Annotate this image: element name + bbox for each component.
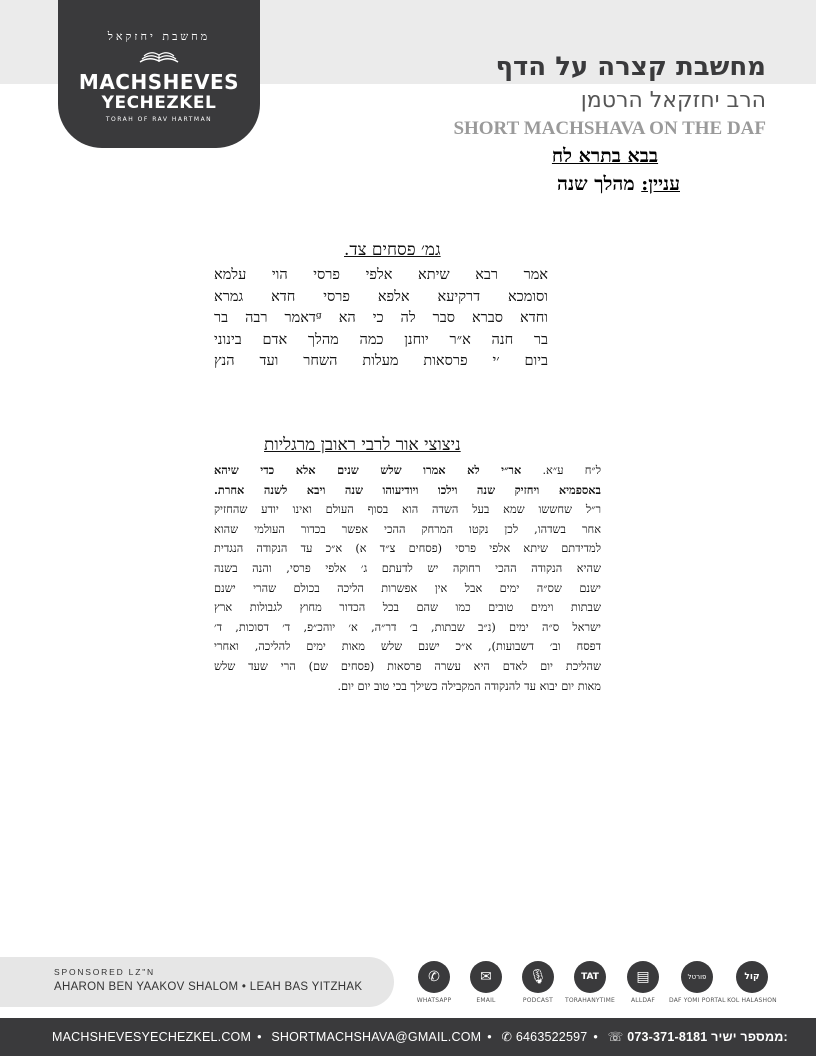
dafyomi-portal-link[interactable] xyxy=(669,961,725,1004)
nitzutzei-line xyxy=(214,481,601,501)
gemara-line: אמר רבא שיתא אלפי פרסי הוי עלמא xyxy=(214,267,548,283)
nitzutzei-line: אחר בשדהו, לכן נקטו המרחק ההכי אפשר בכדור העולמי שהוא xyxy=(214,522,601,536)
gemara-source-title: גמ׳ פסחים צד. xyxy=(344,240,441,260)
direct-label: ממספר ישיר: xyxy=(711,1030,788,1044)
kolhalashon-link[interactable] xyxy=(724,961,780,1004)
nitzutzei-line: דפסח וב׳ דשבועות), א״כ ישנם שלש מאות ימים להליכה, ואחרי xyxy=(214,640,601,654)
icon-label: TORAHANYTIME xyxy=(565,997,615,1004)
icon-label: ALLDAF xyxy=(630,997,656,1004)
nitzutzei-source-title: ניצוצי אור לרבי ראובן מרגליות xyxy=(264,435,461,455)
website-link[interactable]: MACHSHEVESYECHEZKEL.COM xyxy=(52,1030,252,1044)
gemara-line: בר חנה א״ר יוחנן כמה מהלך אדם בינוני xyxy=(214,331,548,348)
email-link-text[interactable]: SHORTMACHSHAVA@GMAIL.COM xyxy=(271,1030,482,1044)
open-book-icon xyxy=(138,46,180,66)
nitzutzei-line xyxy=(214,461,601,481)
dafyomi-portal-icon: פורטל xyxy=(681,961,713,993)
nitzutzei-line: ר״ל שחששו שמא בעל השדה הוא בסוף העולם ואינו יודע שהחזיק xyxy=(214,503,601,517)
whatsapp-link[interactable] xyxy=(406,961,462,1004)
icon-label: EMAIL xyxy=(476,997,496,1004)
logo[interactable] xyxy=(58,0,260,148)
nitzutzei-ref: ל״ח ע״א. xyxy=(542,464,601,477)
nitzutzei-line: שבתות וימים טובים כמו שהם בכל הכדור מחוץ לגבולות ארץ xyxy=(214,601,601,615)
contact-line: MACHSHEVESYECHEZKEL.COM • SHORTMACHSHAVA@GMAIL.COM • ✆ 6463522597 • ☏ 073-371-8181 ממספר ישיר: xyxy=(52,1030,788,1044)
page-title-english: SHORT MACHSHAVA ON THE DAF xyxy=(453,118,766,139)
nitzutzei-line: למדידתם שיתא אלפי פרסי (פסחים צ״ד א) א״כ עד הנקודה הנגדית xyxy=(214,542,601,556)
nitzutzei-line: שהליכת יום לאדם היא עשרה פרסאות (פסחים שם) הרי שעד שלש xyxy=(214,659,601,673)
kolhalashon-icon: קול xyxy=(736,961,768,993)
phone-icon: ☏ xyxy=(607,1030,624,1044)
gemara-line: ביום ׳י פרסאות מעלות השחר ועד הנץ xyxy=(214,353,548,369)
direct-number[interactable]: 073-371-8181 xyxy=(627,1030,708,1044)
icon-label: WHATSAPP xyxy=(416,997,452,1004)
whatsapp-number[interactable]: 6463522597 xyxy=(515,1030,588,1044)
email-link[interactable] xyxy=(458,961,514,1004)
email-icon: ✉ xyxy=(470,961,502,993)
nitzutzei-quote: אר״י לא אמרו שלש שנים אלא כדי שיהא xyxy=(214,463,522,477)
nitzutzei-line: ישנם שס״ה ימים אבל אין אפשרות הליכה בכולם שהרי ישנם xyxy=(214,581,601,595)
logo-hebrew-text: מחשבת יחזקאל xyxy=(107,30,211,43)
icon-label: PODCAST xyxy=(522,997,554,1004)
gemara-text xyxy=(214,265,548,373)
masechta-heading: בבא בתרא לח xyxy=(551,145,659,167)
logo-line-2: YECHEZKEL xyxy=(101,93,217,113)
author-hebrew: הרב יחזקאל הרטמן xyxy=(580,88,766,113)
nitzutzei-line: מאות יום יבוא עד להנקודה המקבילה כשילך בכי טוב יום יום. xyxy=(337,679,601,693)
torahanytime-icon: TAT xyxy=(574,961,606,993)
gemara-line: וחדא סברא סבר לה כי הא ᵍדאמר רבה בר xyxy=(214,310,548,326)
nitzutzei-text xyxy=(214,461,601,696)
icon-label: DAF YOMI PORTAL xyxy=(669,997,726,1004)
social-icons xyxy=(406,961,780,1009)
whatsapp-small-icon: ✆ xyxy=(501,1030,513,1044)
torahanytime-link[interactable] xyxy=(562,961,618,1004)
podcast-icon: 🎙 xyxy=(522,961,554,993)
icon-label: KOL HALASHON xyxy=(727,997,777,1004)
nitzutzei-line: ישראל ס״ה ימים (נ״ב שבתות, ב׳ דר״ה, א׳ יוהכ״פ, ד׳ דסוכות, ד׳ xyxy=(214,620,601,634)
alldaf-icon: ▤ xyxy=(627,961,659,993)
alldaf-link[interactable] xyxy=(615,961,671,1004)
nitzutzei-line: שהיא הנקודה ההכי רחוקה יש לדעתם ג׳ אלפי פרסי, והנה בשנה xyxy=(214,561,601,575)
topic-value: מהלך שנה xyxy=(557,173,635,195)
podcast-link[interactable] xyxy=(510,961,566,1004)
logo-tagline: TORAH OF RAV HARTMAN xyxy=(105,116,213,123)
gemara-line: וסומכא דרקיעא אלפא פרסי חדא גמרא xyxy=(214,288,548,305)
logo-line-1: MACHSHEVES xyxy=(78,70,240,94)
page-title-hebrew: מחשבת קצרה על הדף xyxy=(495,52,766,82)
sponsor-label: SPONSORED LZ"N xyxy=(54,967,155,977)
sponsor-names: AHARON BEN YAAKOV SHALOM • LEAH BAS YITZHAK xyxy=(54,981,363,993)
topic-heading xyxy=(557,173,680,196)
nitzutzei-quote: באספמיא ויחזיק שנה וילכו ויודיעוהו שנה ויבא לשנה אחרת. xyxy=(214,482,601,497)
whatsapp-icon: ✆ xyxy=(418,961,450,993)
topic-label: עניין: xyxy=(641,173,680,195)
